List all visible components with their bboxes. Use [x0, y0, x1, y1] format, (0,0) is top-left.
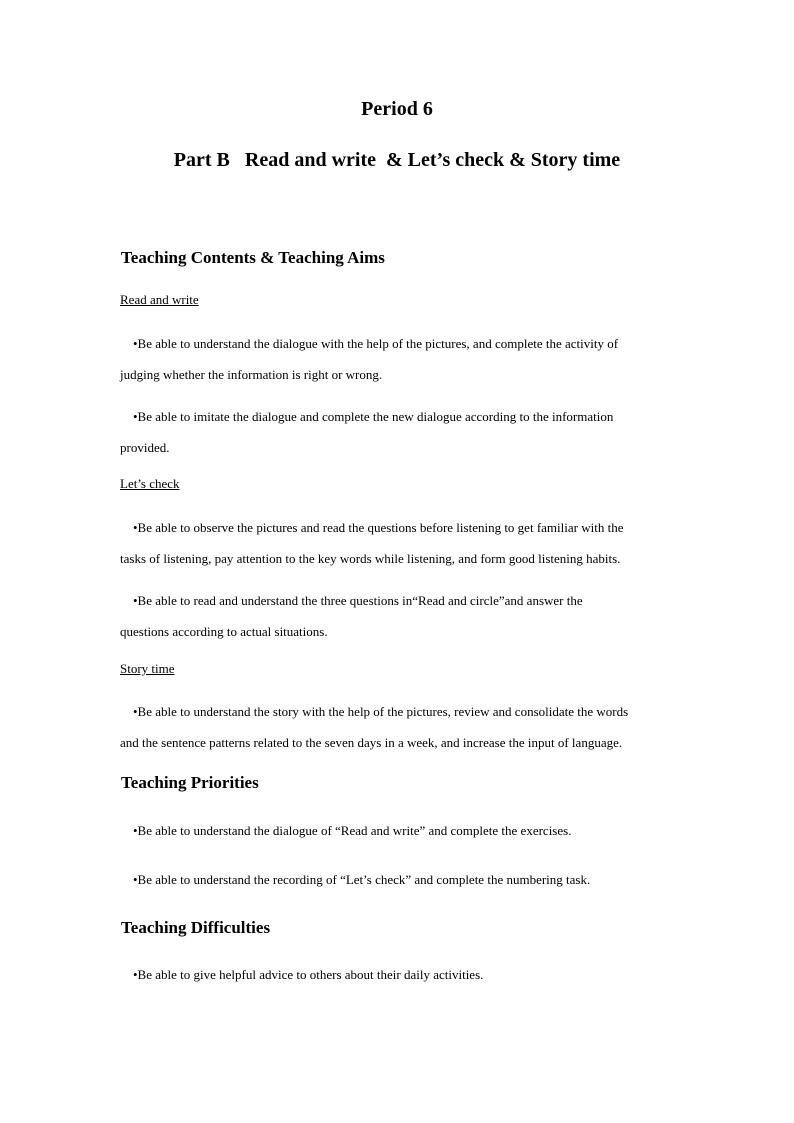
- aim-line: tasks of listening, pay attention to the key words while listening, and form good listening habits.: [120, 551, 621, 566]
- aim-line: •Be able to imitate the dialogue and complete the new dialogue according to the information: [133, 409, 614, 424]
- difficulties-heading: Teaching Difficulties: [121, 918, 271, 937]
- aim-line: judging whether the information is right or wrong.: [120, 367, 383, 382]
- story-time-aim-1: [120, 696, 680, 758]
- read-and-write-aim-2: [120, 401, 680, 463]
- lets-check-aim-1: [120, 512, 680, 574]
- story-time-label: Story time: [120, 661, 175, 676]
- priority-item: •Be able to understand the dialogue of “Read and write” and complete the exercises.: [133, 823, 572, 838]
- lets-check-aim-2: [120, 585, 680, 647]
- priorities-heading: Teaching Priorities: [121, 773, 259, 792]
- aim-line: questions according to actual situations.: [120, 624, 328, 639]
- aim-line: and the sentence patterns related to the seven days in a week, and increase the input of language.: [120, 735, 623, 750]
- lesson-title: Part B Read and write & Let’s check & Story time: [173, 149, 621, 171]
- priority-item: •Be able to understand the recording of “Let’s check” and complete the numbering task.: [133, 872, 591, 887]
- aim-line: •Be able to understand the dialogue with the help of the pictures, and complete the activity of: [133, 336, 619, 351]
- aim-line: •Be able to read and understand the three questions in“Read and circle”and answer the: [133, 593, 583, 608]
- read-and-write-aim-1: [120, 328, 680, 390]
- contents-aims-heading: Teaching Contents & Teaching Aims: [121, 248, 385, 267]
- period-title: Period 6: [361, 98, 433, 120]
- aim-line: provided.: [120, 440, 170, 455]
- difficulty-item: •Be able to give helpful advice to others about their daily activities.: [133, 967, 484, 982]
- lets-check-label: Let’s check: [120, 476, 180, 491]
- aim-line: •Be able to observe the pictures and read the questions before listening to get familiar with the: [133, 520, 624, 535]
- aim-line: •Be able to understand the story with the help of the pictures, review and consolidate the words: [133, 704, 629, 719]
- read-and-write-label: Read and write: [120, 292, 199, 307]
